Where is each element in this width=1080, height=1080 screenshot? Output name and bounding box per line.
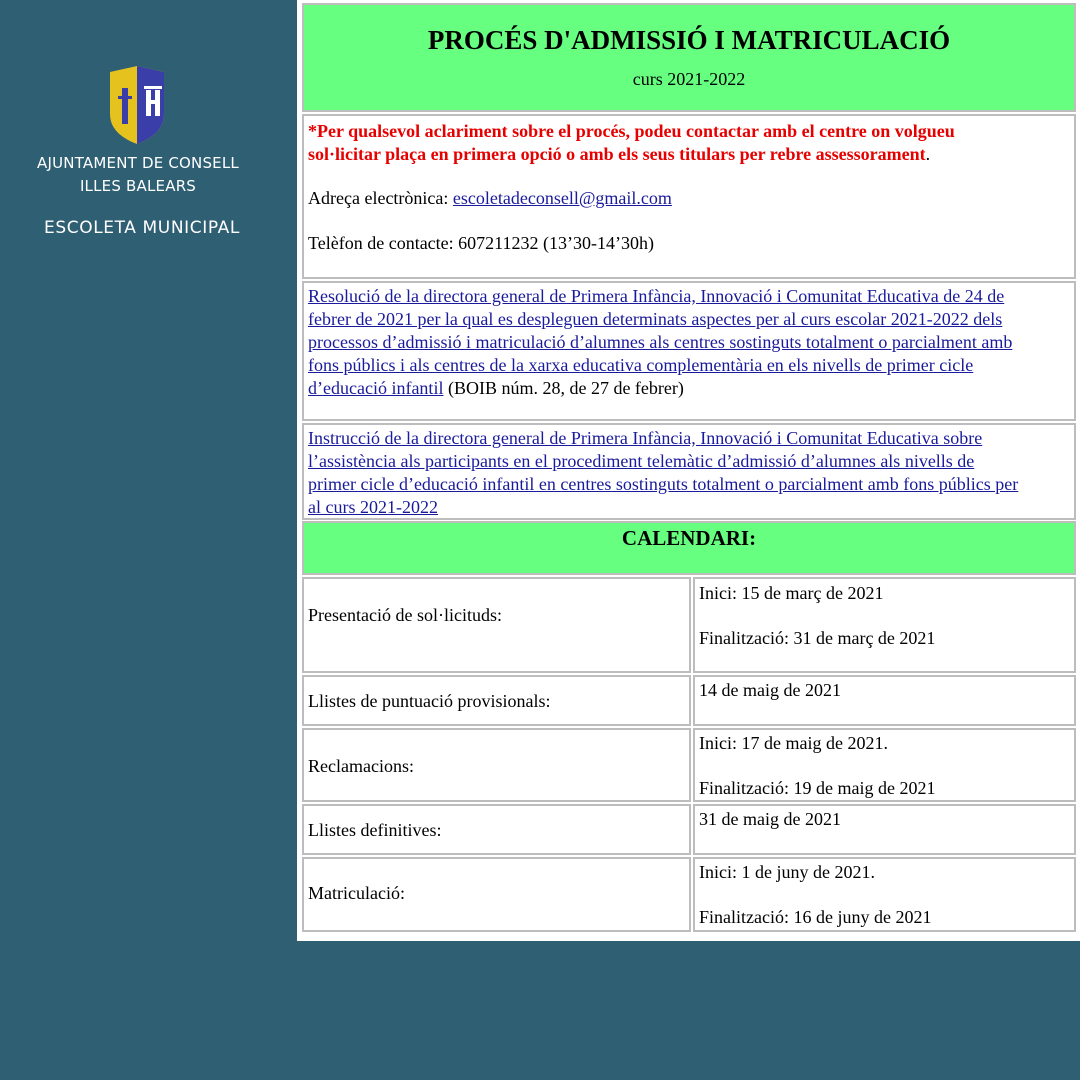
resolution-text <box>308 285 1070 400</box>
calendar-row <box>302 675 1076 726</box>
sidebar <box>0 0 296 1080</box>
calendar-label-cell <box>302 804 691 855</box>
calendar-label: Llistes definitives: <box>308 820 442 840</box>
phone-line: Telèfon de contacte: 607211232 (13’30-14’30h) <box>308 233 654 253</box>
document-page <box>297 0 1080 941</box>
calendar-label-cell <box>302 728 691 802</box>
calendar-label: Matriculació: <box>308 883 405 903</box>
resolution-link-line[interactable]: d’educació infantil <box>308 378 444 398</box>
calendar-label: Reclamacions: <box>308 756 414 776</box>
email-link[interactable]: escoletadeconsell@gmail.com <box>452 188 672 208</box>
org-name: AJUNTAMENT DE CONSELL <box>37 154 239 172</box>
calendar-date: Inici: 17 de maig de 2021. <box>699 733 888 753</box>
email-label: Adreça electrònica: <box>308 188 453 208</box>
calendar-date: Inici: 1 de juny de 2021. <box>699 862 875 882</box>
calendar-date: Inici: 15 de març de 2021 <box>699 583 884 603</box>
resolution-box <box>302 281 1076 421</box>
resolution-link-line[interactable]: processos d’admissió i matriculació d’alumnes als centres sostinguts totalment o parcialment amb <box>308 332 1013 352</box>
resolution-link-line[interactable]: febrer de 2021 per la qual es despleguen determinats aspectes per al curs escolar 2021-2022 dels <box>308 309 1003 329</box>
calendar-row <box>302 728 1076 802</box>
contact-box <box>302 114 1076 279</box>
instruction-link-line[interactable]: l’assistència als participants en el procediment telemàtic d’admissió d’alumnes als nivells de <box>308 451 975 471</box>
calendar-date: Finalització: 31 de març de 2021 <box>699 628 936 648</box>
instruction-text <box>308 427 1070 519</box>
calendar-date: Finalització: 19 de maig de 2021 <box>699 778 936 798</box>
calendar-title: CALENDARI: <box>621 526 757 550</box>
calendar-label-cell <box>302 577 691 673</box>
header-box <box>302 3 1076 112</box>
municipal-crest-icon <box>108 66 166 144</box>
calendar-date-cell <box>693 675 1076 726</box>
resolution-link-line[interactable]: Resolució de la directora general de Primera Infància, Innovació i Comunitat Educativa de 24 de <box>308 286 1005 306</box>
notice-end: . <box>925 144 931 164</box>
school-name: ESCOLETA MUNICIPAL <box>44 218 240 238</box>
calendar-date: Finalització: 16 de juny de 2021 <box>699 907 932 927</box>
instruction-link-line[interactable]: primer cicle d’educació infantil en centres sostinguts totalment o parcialment amb fons públics per <box>308 474 1019 494</box>
calendar-header <box>302 521 1076 575</box>
resolution-suffix: (BOIB núm. 28, de 27 de febrer) <box>443 378 684 398</box>
calendar-row <box>302 577 1076 673</box>
calendar-label-cell <box>302 675 691 726</box>
calendar-label: Presentació de sol·licituds: <box>308 605 502 625</box>
calendar-row <box>302 804 1076 855</box>
calendar-label-cell <box>302 857 691 932</box>
calendar-date: 31 de maig de 2021 <box>699 809 841 829</box>
calendar-label: Llistes de puntuació provisionals: <box>308 691 551 711</box>
instruction-link-line[interactable]: Instrucció de la directora general de Primera Infància, Innovació i Comunitat Educativa sobre <box>308 428 983 448</box>
instruction-box <box>302 423 1076 520</box>
instruction-link-line[interactable]: al curs 2021-2022 <box>308 497 438 517</box>
calendar-date-cell <box>693 857 1076 932</box>
calendar-date-cell <box>693 728 1076 802</box>
org-region: ILLES BALEARS <box>79 177 197 195</box>
page-title: PROCÉS D'ADMISSIÓ I MATRICULACIÓ <box>427 25 951 55</box>
calendar-row <box>302 857 1076 932</box>
notice-line-1: *Per qualsevol aclariment sobre el procés, podeu contactar amb el centre on volgueu <box>308 121 955 141</box>
calendar-date-cell <box>693 577 1076 673</box>
page-subtitle: curs 2021-2022 <box>632 69 746 89</box>
contact-notice <box>308 120 1070 166</box>
email-line <box>308 187 1070 210</box>
calendar-date-cell <box>693 804 1076 855</box>
resolution-link-line[interactable]: fons públics i als centres de la xarxa educativa complementària en els nivells de primer cicle <box>308 355 974 375</box>
calendar-date: 14 de maig de 2021 <box>699 680 841 700</box>
notice-line-2: sol·licitar plaça en primera opció o amb els seus titulars per rebre assessorament <box>308 144 926 164</box>
